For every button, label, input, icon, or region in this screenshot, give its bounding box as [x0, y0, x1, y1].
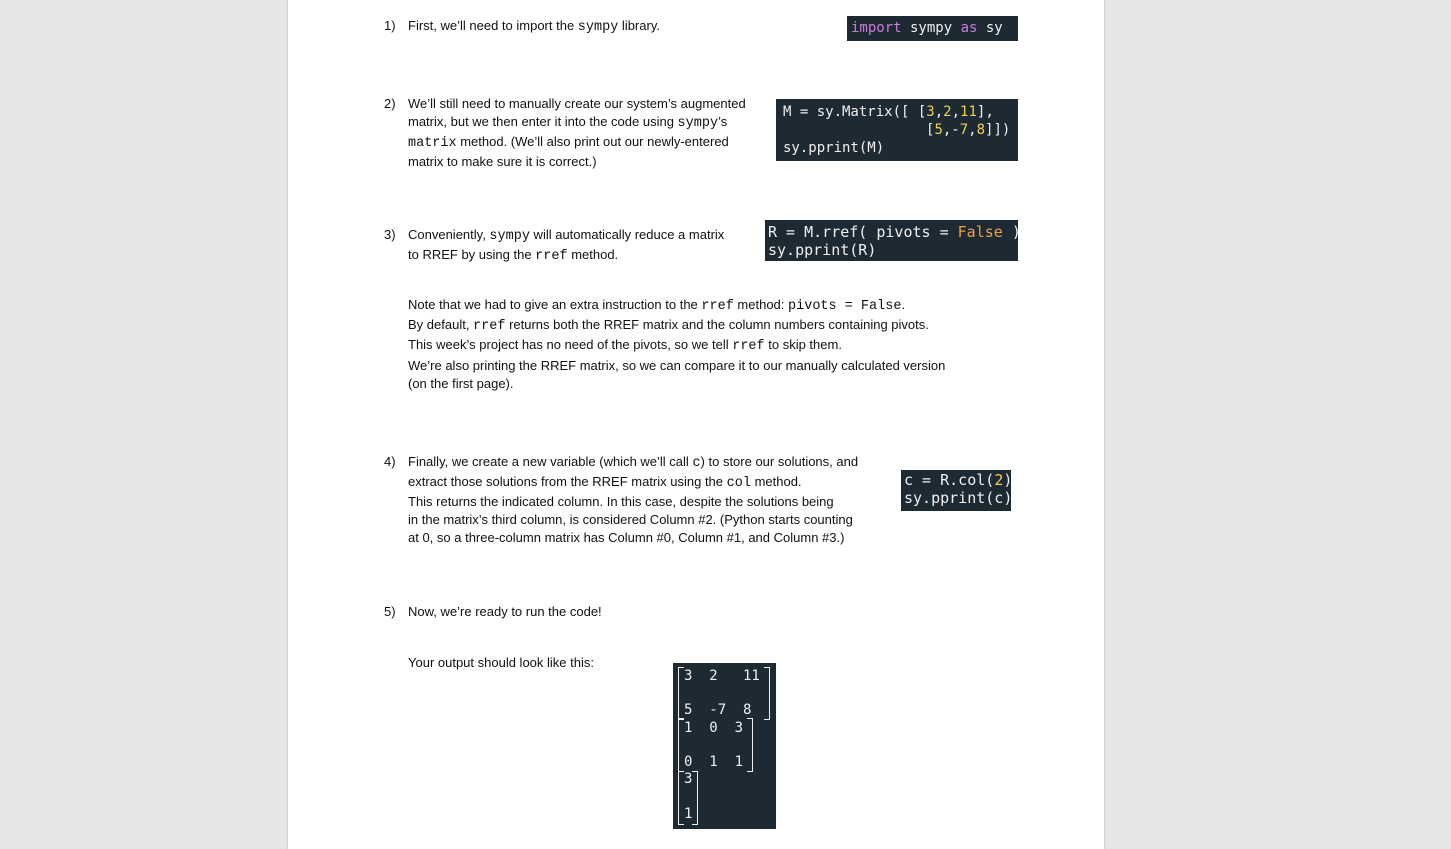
step-5-text: Now, we’re ready to run the code! — [408, 604, 602, 619]
step-1-text: First, we’ll need to import the sympy library. — [408, 18, 660, 35]
step-1-number: 1) — [384, 18, 396, 33]
output-row: 1 — [684, 806, 693, 822]
bracket — [692, 771, 698, 825]
step-4-number: 4) — [384, 454, 396, 469]
output-row: 1 0 3 — [684, 720, 744, 736]
output-row: 3 2 11 — [684, 668, 760, 684]
step-3-number: 3) — [384, 227, 396, 242]
output-label: Your output should look like this: — [408, 655, 594, 670]
bracket — [764, 667, 770, 720]
code-rref: R = M.rref( pivots = False ) sy.pprint(R) — [765, 220, 1018, 261]
step-2-number: 2) — [384, 96, 396, 111]
code-import: import sympy as sy — [847, 16, 1018, 41]
output-row: 0 1 1 — [684, 754, 744, 770]
step-3-text: Conveniently, sympy will automatically reduce a matrix to RREF by using the rref method. — [408, 227, 725, 264]
output-row: 3 — [684, 771, 693, 787]
note-paragraph: Note that we had to give an extra instruction to the rref method: pivots = False. By default, rref returns both the RREF matrix and the column numbers containing pivots. This week’s project has no need of the pivots, so we tell rref to skip them. — [408, 297, 929, 354]
bracket — [747, 718, 753, 772]
step-4-text: Finally, we create a new variable (which we’ll call c) to store our solutions, and extract those solutions from the RREF matrix using the col method. This returns the indicated column. In this case, despite the solutions being in the matrix’s third column, is considered Column #2. (Python starts counting at 0, so a three-column matrix has Column #0, Column #1, and Column #3.) — [408, 454, 859, 545]
console-output — [673, 663, 776, 829]
step-5-number: 5) — [384, 604, 396, 619]
code-col: c = R.col(2) sy.pprint(c) — [901, 470, 1011, 511]
note-paragraph-2: We’re also printing the RREF matrix, so we can compare it to our manually calculated version (on the first page). — [408, 358, 946, 391]
step-2-text: We’ll still need to manually create our system’s augmented matrix, but we then enter it into the code using sympy’s matrix method. (We’ll also print out our newly-entered matrix to make sure it is correct.) — [408, 96, 746, 169]
code-matrix: M = sy.Matrix([ [3,2,11], [5,-7,8]]) sy.pprint(M) — [776, 99, 1018, 161]
output-row: 5 -7 8 — [684, 702, 752, 718]
